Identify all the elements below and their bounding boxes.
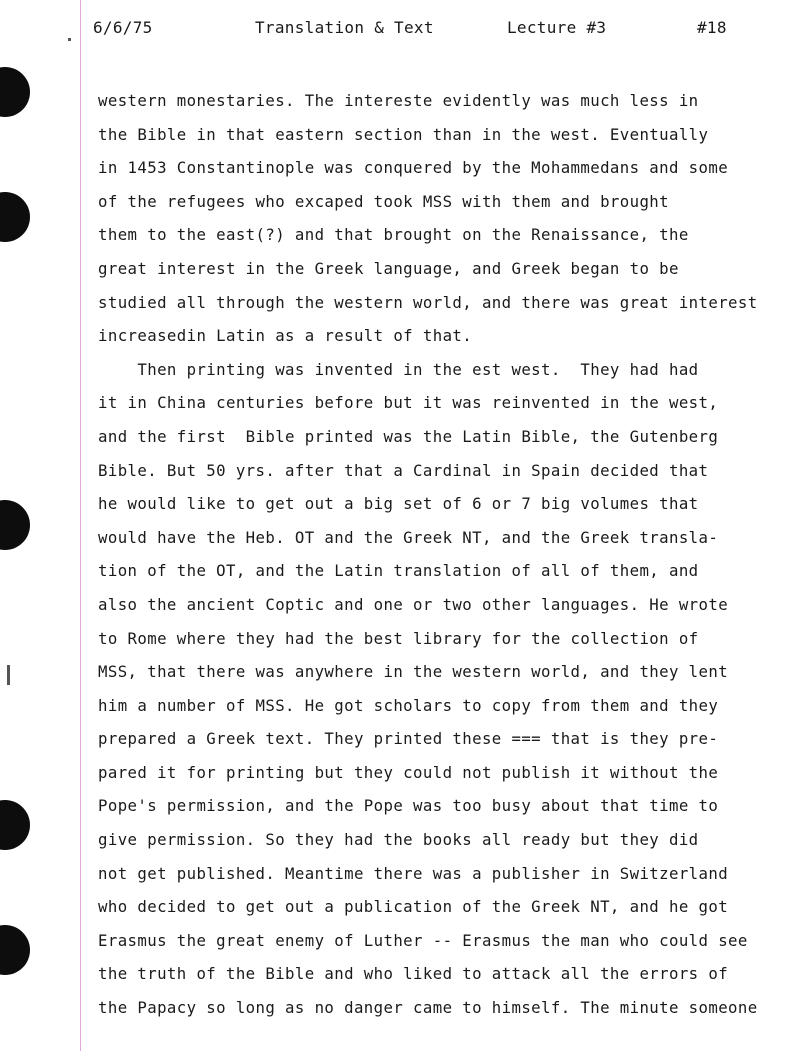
scan-speck: [68, 38, 71, 41]
text-line: and the first Bible printed was the Latin Bible, the Gutenberg: [98, 426, 719, 446]
text-line: prepared a Greek text. They printed these === that is they pre-: [98, 729, 719, 749]
text-line: the Papacy so long as no danger came to himself. The minute someone: [98, 998, 758, 1018]
header-page-number: #18: [697, 18, 727, 37]
text-line: in 1453 Constantinople was conquered by the Mohammedans and some: [98, 158, 729, 178]
scan-speck: [7, 665, 10, 685]
text-line: tion of the OT, and the Latin translation of all of them, and: [98, 561, 699, 581]
punch-hole: [0, 925, 30, 975]
text-line: of the refugees who excaped took MSS with them and brought: [98, 191, 669, 211]
text-line: Erasmus the great enemy of Luther -- Erasmus the man who could see: [98, 930, 748, 950]
text-line: the Bible in that eastern section than in the west. Eventually: [98, 124, 709, 144]
header-date: 6/6/75: [93, 18, 153, 37]
punch-hole: [0, 67, 30, 117]
text-line: great interest in the Greek language, and Greek began to be: [98, 258, 679, 278]
text-line: the truth of the Bible and who liked to attack all the errors of: [98, 964, 729, 984]
header-lecture: Lecture #3: [507, 18, 607, 37]
punch-hole: [0, 800, 30, 850]
text-line: give permission. So they had the books all ready but they did: [98, 830, 699, 850]
text-line: Pope's permission, and the Pope was too busy about that time to: [98, 796, 719, 816]
text-line: who decided to get out a publication of the Greek NT, and he got: [98, 897, 729, 917]
text-line: increasedin Latin as a result of that.: [98, 326, 473, 346]
text-line: MSS, that there was anywhere in the western world, and they lent: [98, 662, 729, 682]
text-line: not get published. Meantime there was a publisher in Switzerland: [98, 863, 729, 883]
text-line: Bible. But 50 yrs. after that a Cardinal in Spain decided that: [98, 460, 709, 480]
text-line: them to the east(?) and that brought on the Renaissance, the: [98, 225, 689, 245]
text-line: also the ancient Coptic and one or two other languages. He wrote: [98, 594, 729, 614]
text-line: him a number of MSS. He got scholars to copy from them and they: [98, 695, 719, 715]
text-line: would have the Heb. OT and the Greek NT, and the Greek transla-: [98, 527, 719, 547]
text-line: western monestaries. The intereste evidently was much less in: [98, 91, 699, 110]
text-line: Then printing was invented in the est west. They had had: [98, 359, 699, 379]
header-title: Translation & Text: [255, 18, 434, 37]
text-line: it in China centuries before but it was reinvented in the west,: [98, 393, 719, 413]
margin-line: [80, 0, 81, 1051]
text-line: to Rome where they had the best library for the collection of: [98, 628, 699, 648]
text-line: pared it for printing but they could not publish it without the: [98, 762, 719, 782]
text-line: he would like to get out a big set of 6 or 7 big volumes that: [98, 494, 699, 514]
body-text: [98, 84, 788, 1025]
text-line: studied all through the western world, and there was great interest: [98, 292, 758, 312]
punch-hole: [0, 500, 30, 550]
punch-hole: [0, 192, 30, 242]
